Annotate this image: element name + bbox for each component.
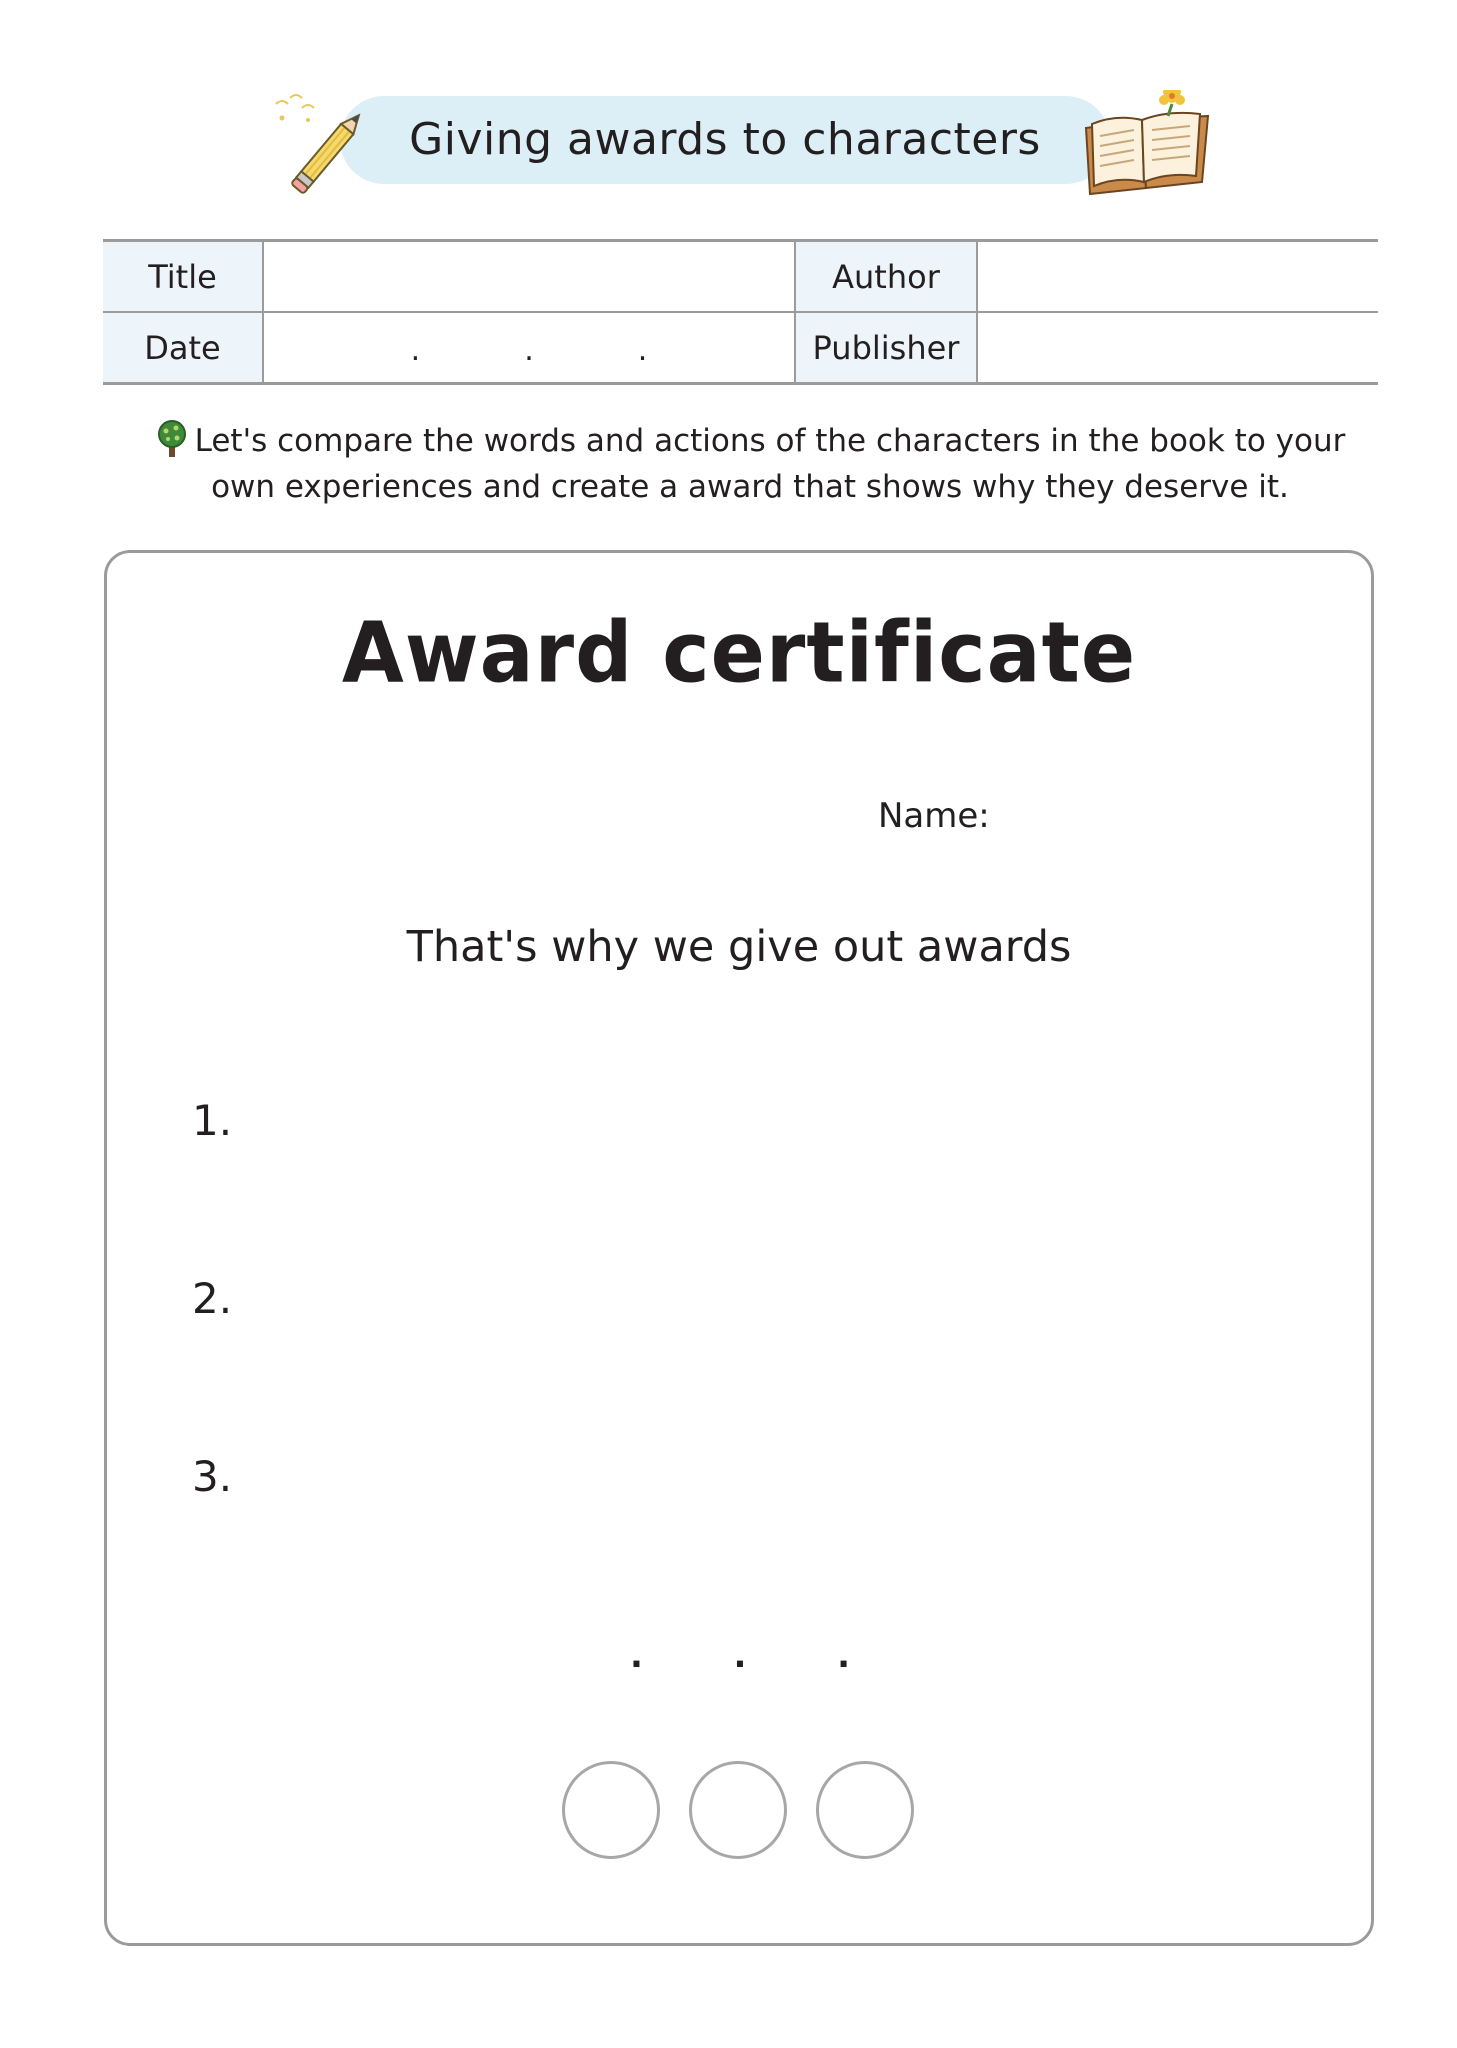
instruction	[135, 418, 1365, 510]
publisher-field[interactable]	[977, 312, 1378, 384]
stamp-circle[interactable]	[689, 1761, 787, 1859]
table-row	[103, 312, 1378, 384]
date-label: Date	[103, 312, 263, 384]
date-separator: .	[524, 333, 534, 368]
instruction-text: Let's compare the words and actions of the characters in the book to your own experiences and create a award that shows why they deserve it.	[194, 423, 1346, 505]
pencil-icon	[268, 92, 388, 202]
date-separator: .	[630, 1636, 643, 1676]
book-icon	[1076, 90, 1216, 200]
date-separators	[264, 327, 794, 368]
table-row	[103, 241, 1378, 313]
date-separator: .	[733, 1636, 747, 1676]
reason-item-3: 3.	[192, 1452, 233, 1501]
certificate-title: Award certificate	[341, 603, 1137, 702]
title-label: Title	[103, 241, 263, 313]
author-label: Author	[795, 241, 977, 313]
publisher-label: Publisher	[795, 312, 977, 384]
date-separator: .	[410, 333, 421, 368]
worksheet-title: Giving awards to characters	[409, 114, 1041, 165]
book-info-table	[103, 239, 1378, 385]
reason-heading: That's why we give out awards	[406, 922, 1072, 972]
reason-item-2: 2.	[192, 1274, 233, 1323]
date-field[interactable]	[263, 312, 795, 384]
reason-item-1: 1.	[192, 1096, 233, 1145]
title-field[interactable]	[263, 241, 795, 313]
date-separator: .	[837, 1636, 850, 1676]
stamp-circle[interactable]	[562, 1761, 660, 1859]
stamp-circle[interactable]	[816, 1761, 914, 1859]
name-label: Name:	[878, 796, 990, 836]
author-field[interactable]	[977, 241, 1378, 313]
tree-icon	[155, 419, 189, 459]
date-separator: .	[637, 333, 648, 368]
award-date-separators	[630, 1636, 850, 1676]
certificate-frame	[104, 550, 1374, 1946]
